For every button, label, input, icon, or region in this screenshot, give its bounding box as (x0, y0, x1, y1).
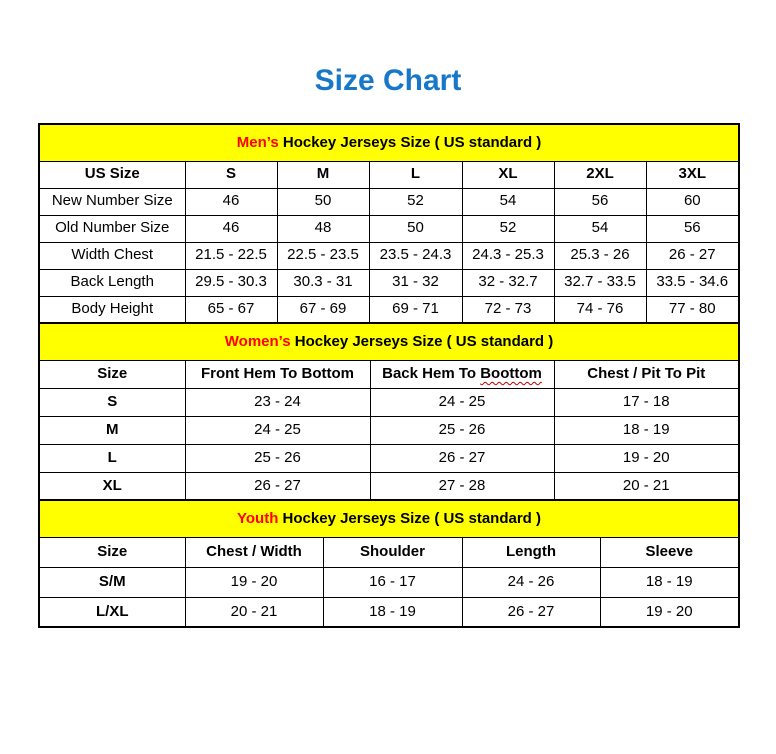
column-header-cell: US Size (39, 161, 185, 188)
column-header-cell: Front Hem To Bottom (185, 360, 370, 388)
value-cell: 19 - 20 (185, 567, 323, 597)
column-header-row (39, 537, 739, 567)
value-cell: 19 - 20 (600, 597, 739, 627)
table-row (39, 472, 739, 500)
column-header-cell: Length (462, 537, 600, 567)
column-header-cell: Chest / Width (185, 537, 323, 567)
value-cell: 32 - 32.7 (462, 269, 554, 296)
value-cell: 33.5 - 34.6 (646, 269, 739, 296)
column-header-cell: S (185, 161, 277, 188)
value-cell: 25 - 26 (370, 416, 554, 444)
table-row (39, 269, 739, 296)
column-header-cell: XL (462, 161, 554, 188)
column-header-cell: M (277, 161, 369, 188)
value-cell: 19 - 20 (554, 444, 739, 472)
size-chart-tables (38, 123, 738, 628)
value-cell: 54 (554, 215, 646, 242)
value-cell: 16 - 17 (323, 567, 462, 597)
row-label-cell: L (39, 444, 185, 472)
row-label-cell: Back Length (39, 269, 185, 296)
value-cell: 21.5 - 22.5 (185, 242, 277, 269)
value-cell: 25.3 - 26 (554, 242, 646, 269)
value-cell: 31 - 32 (369, 269, 462, 296)
table-row (39, 567, 739, 597)
section-band-womens (39, 323, 739, 360)
value-cell: 22.5 - 23.5 (277, 242, 369, 269)
section-band-mens (39, 124, 739, 161)
section-band-row (39, 323, 739, 360)
column-header-cell: Size (39, 537, 185, 567)
column-header-cell: 2XL (554, 161, 646, 188)
row-label-cell: Body Height (39, 296, 185, 323)
value-cell: 24 - 25 (370, 388, 554, 416)
size-table-womens (38, 322, 740, 501)
value-cell: 65 - 67 (185, 296, 277, 323)
column-header-cell: Chest / Pit To Pit (554, 360, 739, 388)
value-cell: 60 (646, 188, 739, 215)
value-cell: 24 - 25 (185, 416, 370, 444)
value-cell: 26 - 27 (646, 242, 739, 269)
value-cell: 18 - 19 (600, 567, 739, 597)
table-row (39, 416, 739, 444)
band-text: Hockey Jerseys Size ( US standard ) (290, 332, 554, 350)
row-label-cell: Width Chest (39, 242, 185, 269)
value-cell: 74 - 76 (554, 296, 646, 323)
value-cell: 18 - 19 (323, 597, 462, 627)
value-cell: 32.7 - 33.5 (554, 269, 646, 296)
table-row (39, 242, 739, 269)
value-cell: 56 (646, 215, 739, 242)
table-row (39, 388, 739, 416)
value-cell: 52 (462, 215, 554, 242)
value-cell: 23.5 - 24.3 (369, 242, 462, 269)
row-label-cell: Old Number Size (39, 215, 185, 242)
section-band-row (39, 500, 739, 537)
table-row (39, 444, 739, 472)
value-cell: 56 (554, 188, 646, 215)
column-header-cell: 3XL (646, 161, 739, 188)
table-row (39, 188, 739, 215)
column-header-cell: Sleeve (600, 537, 739, 567)
column-header-row (39, 161, 739, 188)
value-cell: 26 - 27 (185, 472, 370, 500)
band-highlight: Men’s (236, 133, 279, 151)
column-header-row (39, 360, 739, 388)
value-cell: 17 - 18 (554, 388, 739, 416)
row-label-cell: S (39, 388, 185, 416)
value-cell: 20 - 21 (185, 597, 323, 627)
section-band-row (39, 124, 739, 161)
value-cell: 30.3 - 31 (277, 269, 369, 296)
value-cell: 24.3 - 25.3 (462, 242, 554, 269)
value-cell: 50 (369, 215, 462, 242)
row-label-cell: XL (39, 472, 185, 500)
row-label-cell: New Number Size (39, 188, 185, 215)
value-cell: 52 (369, 188, 462, 215)
value-cell: 27 - 28 (370, 472, 554, 500)
column-header-cell: L (369, 161, 462, 188)
value-cell: 24 - 26 (462, 567, 600, 597)
table-row (39, 597, 739, 627)
misspelled-word: Boottom (480, 364, 542, 382)
value-cell: 50 (277, 188, 369, 215)
row-label-cell: M (39, 416, 185, 444)
column-header-cell: Shoulder (323, 537, 462, 567)
size-table-mens (38, 123, 740, 324)
value-cell: 46 (185, 188, 277, 215)
value-cell: 25 - 26 (185, 444, 370, 472)
value-cell: 72 - 73 (462, 296, 554, 323)
section-band-youth (39, 500, 739, 537)
value-cell: 46 (185, 215, 277, 242)
column-header-cell (370, 360, 554, 388)
column-header-text: Back Hem To (382, 364, 481, 382)
value-cell: 20 - 21 (554, 472, 739, 500)
value-cell: 26 - 27 (370, 444, 554, 472)
size-table-youth (38, 499, 740, 628)
page-title: Size Chart (314, 64, 462, 97)
band-text: Hockey Jerseys Size ( US standard ) (278, 133, 542, 151)
value-cell: 77 - 80 (646, 296, 739, 323)
value-cell: 54 (462, 188, 554, 215)
column-header-cell: Size (39, 360, 185, 388)
band-highlight: Women’s (224, 332, 291, 350)
band-highlight: Youth (237, 509, 279, 527)
value-cell: 48 (277, 215, 369, 242)
value-cell: 69 - 71 (369, 296, 462, 323)
value-cell: 29.5 - 30.3 (185, 269, 277, 296)
table-row (39, 296, 739, 323)
page (0, 62, 776, 754)
row-label-cell: S/M (39, 567, 185, 597)
value-cell: 23 - 24 (185, 388, 370, 416)
band-text: Hockey Jerseys Size ( US standard ) (278, 509, 541, 527)
table-row (39, 215, 739, 242)
value-cell: 67 - 69 (277, 296, 369, 323)
value-cell: 26 - 27 (462, 597, 600, 627)
row-label-cell: L/XL (39, 597, 185, 627)
value-cell: 18 - 19 (554, 416, 739, 444)
